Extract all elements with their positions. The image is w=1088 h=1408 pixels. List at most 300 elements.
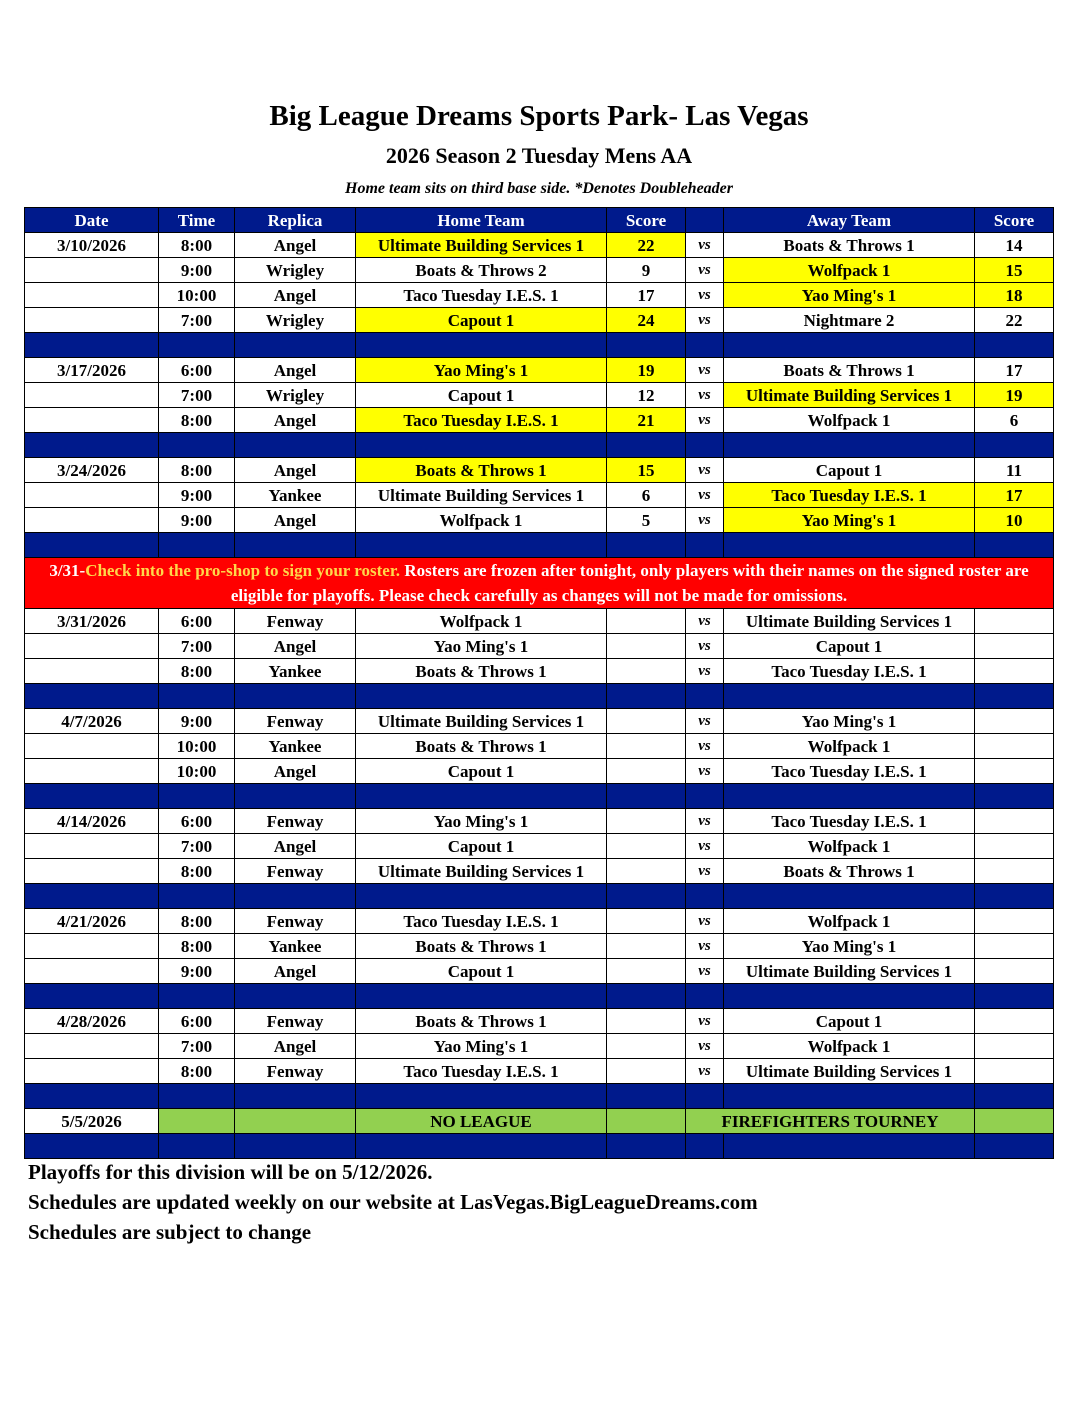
replica-cell: Angel xyxy=(235,358,356,383)
replica-cell: Wrigley xyxy=(235,383,356,408)
replica-cell: Angel xyxy=(235,508,356,533)
separator-cell xyxy=(686,433,724,458)
away-score-cell xyxy=(975,734,1054,759)
home-team-cell: Capout 1 xyxy=(356,959,607,984)
time-cell: 9:00 xyxy=(159,508,235,533)
separator-row xyxy=(25,433,1054,458)
vs-cell: vs xyxy=(686,734,724,759)
separator-cell xyxy=(975,333,1054,358)
separator-cell xyxy=(159,433,235,458)
time-cell: 8:00 xyxy=(159,859,235,884)
separator-cell xyxy=(607,984,686,1009)
vs-cell: vs xyxy=(686,1009,724,1034)
separator-cell xyxy=(975,433,1054,458)
separator-row xyxy=(25,533,1054,558)
replica-cell: Angel xyxy=(235,408,356,433)
home-team-cell: Taco Tuesday I.E.S. 1 xyxy=(356,1059,607,1084)
table-row xyxy=(25,508,1054,533)
away-score-cell xyxy=(975,859,1054,884)
home-score-cell: 22 xyxy=(607,233,686,258)
no-league-label: NO LEAGUE xyxy=(356,1109,607,1134)
replica-cell: Yankee xyxy=(235,934,356,959)
separator-cell xyxy=(686,333,724,358)
separator-cell xyxy=(686,684,724,709)
separator-cell xyxy=(25,433,159,458)
away-team-cell: Boats & Throws 1 xyxy=(724,859,975,884)
footer-website-note: Schedules are updated weekly on our website at LasVegas.BigLeagueDreams.com xyxy=(28,1190,758,1214)
home-score-cell: 15 xyxy=(607,458,686,483)
separator-cell xyxy=(235,333,356,358)
time-cell: 9:00 xyxy=(159,258,235,283)
date-cell xyxy=(25,934,159,959)
vs-cell: vs xyxy=(686,258,724,283)
away-team-cell: Capout 1 xyxy=(724,1009,975,1034)
away-team-cell: Taco Tuesday I.E.S. 1 xyxy=(724,809,975,834)
separator-cell xyxy=(235,984,356,1009)
away-score-cell: 6 xyxy=(975,408,1054,433)
away-score-cell xyxy=(975,759,1054,784)
date-cell xyxy=(25,258,159,283)
time-cell: 10:00 xyxy=(159,283,235,308)
separator-cell xyxy=(356,533,607,558)
replica-cell: Fenway xyxy=(235,1009,356,1034)
col-header-vs xyxy=(686,208,724,233)
away-team-cell: Capout 1 xyxy=(724,458,975,483)
time-cell: 9:00 xyxy=(159,709,235,734)
date-cell xyxy=(25,659,159,684)
separator-cell xyxy=(975,884,1054,909)
away-score-cell xyxy=(975,609,1054,634)
separator-cell xyxy=(235,684,356,709)
away-team-cell: Taco Tuesday I.E.S. 1 xyxy=(724,659,975,684)
replica-cell: Fenway xyxy=(235,809,356,834)
home-team-cell: Capout 1 xyxy=(356,383,607,408)
away-team-cell: Wolfpack 1 xyxy=(724,834,975,859)
time-cell: 6:00 xyxy=(159,809,235,834)
date-cell: 3/24/2026 xyxy=(25,458,159,483)
away-team-cell: Wolfpack 1 xyxy=(724,1034,975,1059)
separator-cell xyxy=(724,684,975,709)
time-cell: 10:00 xyxy=(159,734,235,759)
away-team-cell: Taco Tuesday I.E.S. 1 xyxy=(724,759,975,784)
separator-cell xyxy=(356,784,607,809)
separator-cell xyxy=(25,1134,159,1159)
separator-cell xyxy=(686,1084,724,1109)
replica-cell xyxy=(235,1109,356,1134)
home-team-cell: Boats & Throws 1 xyxy=(356,659,607,684)
time-cell xyxy=(159,1109,235,1134)
home-team-cell: Boats & Throws 1 xyxy=(356,458,607,483)
table-row xyxy=(25,483,1054,508)
time-cell: 8:00 xyxy=(159,1059,235,1084)
away-team-cell: Boats & Throws 1 xyxy=(724,233,975,258)
separator-cell xyxy=(607,1084,686,1109)
table-row xyxy=(25,1009,1054,1034)
date-cell: 3/17/2026 xyxy=(25,358,159,383)
vs-cell: vs xyxy=(686,834,724,859)
date-cell xyxy=(25,759,159,784)
away-team-cell: Ultimate Building Services 1 xyxy=(724,959,975,984)
date-cell: 4/21/2026 xyxy=(25,909,159,934)
separator-cell xyxy=(686,984,724,1009)
col-header-date: Date xyxy=(25,208,159,233)
away-score-cell: 22 xyxy=(975,308,1054,333)
vs-cell: vs xyxy=(686,1059,724,1084)
home-team-cell: Taco Tuesday I.E.S. 1 xyxy=(356,408,607,433)
away-score-cell xyxy=(975,909,1054,934)
away-score-cell xyxy=(975,659,1054,684)
separator-cell xyxy=(25,533,159,558)
away-team-cell: Yao Ming's 1 xyxy=(724,508,975,533)
table-row xyxy=(25,308,1054,333)
date-cell: 4/14/2026 xyxy=(25,809,159,834)
tourney-label: FIREFIGHTERS TOURNEY xyxy=(686,1109,975,1134)
date-cell xyxy=(25,834,159,859)
separator-cell xyxy=(724,884,975,909)
separator-cell xyxy=(975,984,1054,1009)
table-row xyxy=(25,383,1054,408)
roster-notice-row xyxy=(25,558,1054,609)
separator-cell xyxy=(686,784,724,809)
date-cell xyxy=(25,1034,159,1059)
away-team-cell: Wolfpack 1 xyxy=(724,734,975,759)
date-cell xyxy=(25,283,159,308)
away-score-cell xyxy=(975,809,1054,834)
vs-cell: vs xyxy=(686,1034,724,1059)
away-score-cell: 17 xyxy=(975,483,1054,508)
time-cell: 6:00 xyxy=(159,609,235,634)
home-team-cell: Boats & Throws 1 xyxy=(356,934,607,959)
col-header-away-score: Score xyxy=(975,208,1054,233)
away-score-cell xyxy=(975,1009,1054,1034)
time-cell: 7:00 xyxy=(159,1034,235,1059)
home-team-cell: Yao Ming's 1 xyxy=(356,1034,607,1059)
separator-cell xyxy=(159,984,235,1009)
separator-cell xyxy=(356,884,607,909)
time-cell: 9:00 xyxy=(159,483,235,508)
date-cell xyxy=(25,483,159,508)
home-score-cell xyxy=(607,1034,686,1059)
home-score-cell xyxy=(607,659,686,684)
home-team-cell: Boats & Throws 2 xyxy=(356,258,607,283)
away-score-cell: 18 xyxy=(975,283,1054,308)
footer-change-note: Schedules are subject to change xyxy=(28,1220,312,1244)
home-score-cell: 17 xyxy=(607,283,686,308)
date-cell xyxy=(25,959,159,984)
table-row xyxy=(25,233,1054,258)
home-team-cell: Capout 1 xyxy=(356,308,607,333)
table-row xyxy=(25,734,1054,759)
table-header-row xyxy=(25,208,1054,233)
separator-cell xyxy=(607,784,686,809)
home-score-cell xyxy=(607,809,686,834)
separator-cell xyxy=(607,333,686,358)
replica-cell: Angel xyxy=(235,834,356,859)
separator-cell xyxy=(159,333,235,358)
vs-cell: vs xyxy=(686,458,724,483)
away-team-cell: Ultimate Building Services 1 xyxy=(724,1059,975,1084)
table-row xyxy=(25,634,1054,659)
time-cell: 6:00 xyxy=(159,1009,235,1034)
date-cell: 3/31/2026 xyxy=(25,609,159,634)
col-header-replica: Replica xyxy=(235,208,356,233)
separator-cell xyxy=(235,784,356,809)
away-team-cell: Wolfpack 1 xyxy=(724,408,975,433)
separator-cell xyxy=(686,884,724,909)
home-team-cell: Boats & Throws 1 xyxy=(356,1009,607,1034)
col-header-away-team: Away Team xyxy=(724,208,975,233)
table-row xyxy=(25,809,1054,834)
table-row xyxy=(25,258,1054,283)
replica-cell: Wrigley xyxy=(235,308,356,333)
separator-cell xyxy=(235,1134,356,1159)
home-score-cell xyxy=(607,1109,686,1134)
vs-cell: vs xyxy=(686,909,724,934)
date-cell xyxy=(25,859,159,884)
separator-cell xyxy=(356,684,607,709)
away-team-cell: Ultimate Building Services 1 xyxy=(724,609,975,634)
separator-row xyxy=(25,984,1054,1009)
away-team-cell: Boats & Throws 1 xyxy=(724,358,975,383)
replica-cell: Fenway xyxy=(235,609,356,634)
table-row xyxy=(25,408,1054,433)
table-row xyxy=(25,1034,1054,1059)
schedule-table xyxy=(24,207,1054,1159)
table-row xyxy=(25,1059,1054,1084)
away-score-cell: 15 xyxy=(975,258,1054,283)
separator-cell xyxy=(975,684,1054,709)
home-score-cell xyxy=(607,634,686,659)
col-header-home-team: Home Team xyxy=(356,208,607,233)
separator-cell xyxy=(724,333,975,358)
home-score-cell xyxy=(607,959,686,984)
time-cell: 7:00 xyxy=(159,383,235,408)
away-team-cell: Yao Ming's 1 xyxy=(724,934,975,959)
vs-cell: vs xyxy=(686,383,724,408)
away-team-cell: Taco Tuesday I.E.S. 1 xyxy=(724,483,975,508)
home-score-cell: 19 xyxy=(607,358,686,383)
table-row xyxy=(25,959,1054,984)
away-score-cell: 11 xyxy=(975,458,1054,483)
date-cell xyxy=(25,734,159,759)
footer-playoffs-note: Playoffs for this division will be on 5/12/2026. xyxy=(28,1160,433,1184)
separator-cell xyxy=(159,1134,235,1159)
separator-cell xyxy=(607,433,686,458)
home-score-cell: 6 xyxy=(607,483,686,508)
separator-cell xyxy=(356,433,607,458)
separator-cell xyxy=(25,684,159,709)
separator-cell xyxy=(607,684,686,709)
separator-row xyxy=(25,884,1054,909)
home-team-cell: Taco Tuesday I.E.S. 1 xyxy=(356,283,607,308)
notice-highlight: Check into the pro-shop to sign your roster. xyxy=(85,561,401,580)
away-team-cell: Yao Ming's 1 xyxy=(724,283,975,308)
away-score-cell: 10 xyxy=(975,508,1054,533)
separator-row xyxy=(25,1134,1054,1159)
separator-row xyxy=(25,333,1054,358)
table-row xyxy=(25,358,1054,383)
away-team-cell: Wolfpack 1 xyxy=(724,258,975,283)
date-cell xyxy=(25,383,159,408)
time-cell: 8:00 xyxy=(159,909,235,934)
away-team-cell: Wolfpack 1 xyxy=(724,909,975,934)
notice-text: Rosters are frozen after tonight, only players with their names on the signed roster are eligible for playoffs. Please check carefully as changes will not be made for omissions. xyxy=(230,561,1029,605)
home-score-cell xyxy=(607,909,686,934)
vs-cell: vs xyxy=(686,233,724,258)
separator-cell xyxy=(25,884,159,909)
replica-cell: Angel xyxy=(235,458,356,483)
home-team-cell: Taco Tuesday I.E.S. 1 xyxy=(356,909,607,934)
schedule-body xyxy=(25,233,1054,1159)
date-cell xyxy=(25,408,159,433)
time-cell: 8:00 xyxy=(159,934,235,959)
separator-cell xyxy=(686,1134,724,1159)
vs-cell: vs xyxy=(686,959,724,984)
separator-cell xyxy=(975,1134,1054,1159)
separator-row xyxy=(25,684,1054,709)
home-score-cell: 21 xyxy=(607,408,686,433)
time-cell: 8:00 xyxy=(159,233,235,258)
separator-cell xyxy=(724,784,975,809)
away-score-cell xyxy=(975,834,1054,859)
replica-cell: Angel xyxy=(235,283,356,308)
separator-cell xyxy=(356,1134,607,1159)
vs-cell: vs xyxy=(686,408,724,433)
separator-cell xyxy=(159,884,235,909)
separator-cell xyxy=(724,984,975,1009)
time-cell: 8:00 xyxy=(159,659,235,684)
home-team-cell: Boats & Throws 1 xyxy=(356,734,607,759)
vs-cell: vs xyxy=(686,308,724,333)
table-row xyxy=(25,709,1054,734)
replica-cell: Angel xyxy=(235,1034,356,1059)
home-team-cell: Ultimate Building Services 1 xyxy=(356,233,607,258)
replica-cell: Yankee xyxy=(235,659,356,684)
table-row xyxy=(25,759,1054,784)
col-header-home-score: Score xyxy=(607,208,686,233)
date-cell: 5/5/2026 xyxy=(25,1109,159,1134)
special-row xyxy=(25,1109,1054,1134)
table-row xyxy=(25,283,1054,308)
vs-cell: vs xyxy=(686,859,724,884)
separator-cell xyxy=(975,1084,1054,1109)
replica-cell: Angel xyxy=(235,759,356,784)
table-row xyxy=(25,458,1054,483)
separator-cell xyxy=(159,1084,235,1109)
notice-date: 3/31- xyxy=(49,561,86,580)
separator-cell xyxy=(607,884,686,909)
separator-cell xyxy=(25,333,159,358)
away-score-cell xyxy=(975,934,1054,959)
home-score-cell: 12 xyxy=(607,383,686,408)
separator-cell xyxy=(724,1134,975,1159)
home-score-cell xyxy=(607,709,686,734)
replica-cell: Angel xyxy=(235,959,356,984)
home-score-cell xyxy=(607,834,686,859)
home-score-cell xyxy=(607,934,686,959)
date-cell xyxy=(25,634,159,659)
home-score-cell xyxy=(607,734,686,759)
home-score-cell xyxy=(607,759,686,784)
time-cell: 6:00 xyxy=(159,358,235,383)
vs-cell: vs xyxy=(686,709,724,734)
home-score-cell xyxy=(607,1009,686,1034)
separator-cell xyxy=(25,984,159,1009)
separator-cell xyxy=(975,784,1054,809)
replica-cell: Yankee xyxy=(235,734,356,759)
roster-notice xyxy=(25,558,1054,609)
away-score-cell: 17 xyxy=(975,358,1054,383)
time-cell: 8:00 xyxy=(159,458,235,483)
separator-cell xyxy=(159,684,235,709)
separator-cell xyxy=(235,1084,356,1109)
separator-cell xyxy=(159,533,235,558)
vs-cell: vs xyxy=(686,358,724,383)
replica-cell: Angel xyxy=(235,634,356,659)
separator-cell xyxy=(607,1134,686,1159)
vs-cell: vs xyxy=(686,609,724,634)
separator-cell xyxy=(159,784,235,809)
away-team-cell: Yao Ming's 1 xyxy=(724,709,975,734)
vs-cell: vs xyxy=(686,283,724,308)
away-score-cell: 19 xyxy=(975,383,1054,408)
replica-cell: Fenway xyxy=(235,859,356,884)
away-score-cell xyxy=(975,1109,1054,1134)
separator-cell xyxy=(235,533,356,558)
replica-cell: Fenway xyxy=(235,909,356,934)
away-score-cell xyxy=(975,1034,1054,1059)
replica-cell: Wrigley xyxy=(235,258,356,283)
separator-cell xyxy=(975,533,1054,558)
away-team-cell: Ultimate Building Services 1 xyxy=(724,383,975,408)
vs-cell: vs xyxy=(686,634,724,659)
separator-row xyxy=(25,784,1054,809)
vs-cell: vs xyxy=(686,483,724,508)
time-cell: 9:00 xyxy=(159,959,235,984)
time-cell: 7:00 xyxy=(159,634,235,659)
away-score-cell xyxy=(975,959,1054,984)
home-score-cell: 5 xyxy=(607,508,686,533)
away-score-cell: 14 xyxy=(975,233,1054,258)
separator-cell xyxy=(356,1084,607,1109)
page-subtitle: 2026 Season 2 Tuesday Mens AA xyxy=(385,143,693,168)
vs-cell: vs xyxy=(686,759,724,784)
date-cell: 4/28/2026 xyxy=(25,1009,159,1034)
home-team-cell: Ultimate Building Services 1 xyxy=(356,483,607,508)
home-team-cell: Yao Ming's 1 xyxy=(356,358,607,383)
separator-cell xyxy=(235,433,356,458)
away-score-cell xyxy=(975,634,1054,659)
home-team-cell: Yao Ming's 1 xyxy=(356,809,607,834)
table-row xyxy=(25,859,1054,884)
table-row xyxy=(25,609,1054,634)
separator-cell xyxy=(25,784,159,809)
vs-cell: vs xyxy=(686,934,724,959)
replica-cell: Fenway xyxy=(235,709,356,734)
replica-cell: Angel xyxy=(235,233,356,258)
separator-cell xyxy=(607,533,686,558)
home-team-cell: Wolfpack 1 xyxy=(356,508,607,533)
date-cell xyxy=(25,508,159,533)
vs-cell: vs xyxy=(686,508,724,533)
home-team-cell: Wolfpack 1 xyxy=(356,609,607,634)
home-score-cell: 9 xyxy=(607,258,686,283)
replica-cell: Fenway xyxy=(235,1059,356,1084)
home-team-cell: Yao Ming's 1 xyxy=(356,634,607,659)
time-cell: 7:00 xyxy=(159,834,235,859)
away-score-cell xyxy=(975,1059,1054,1084)
home-score-cell xyxy=(607,1059,686,1084)
